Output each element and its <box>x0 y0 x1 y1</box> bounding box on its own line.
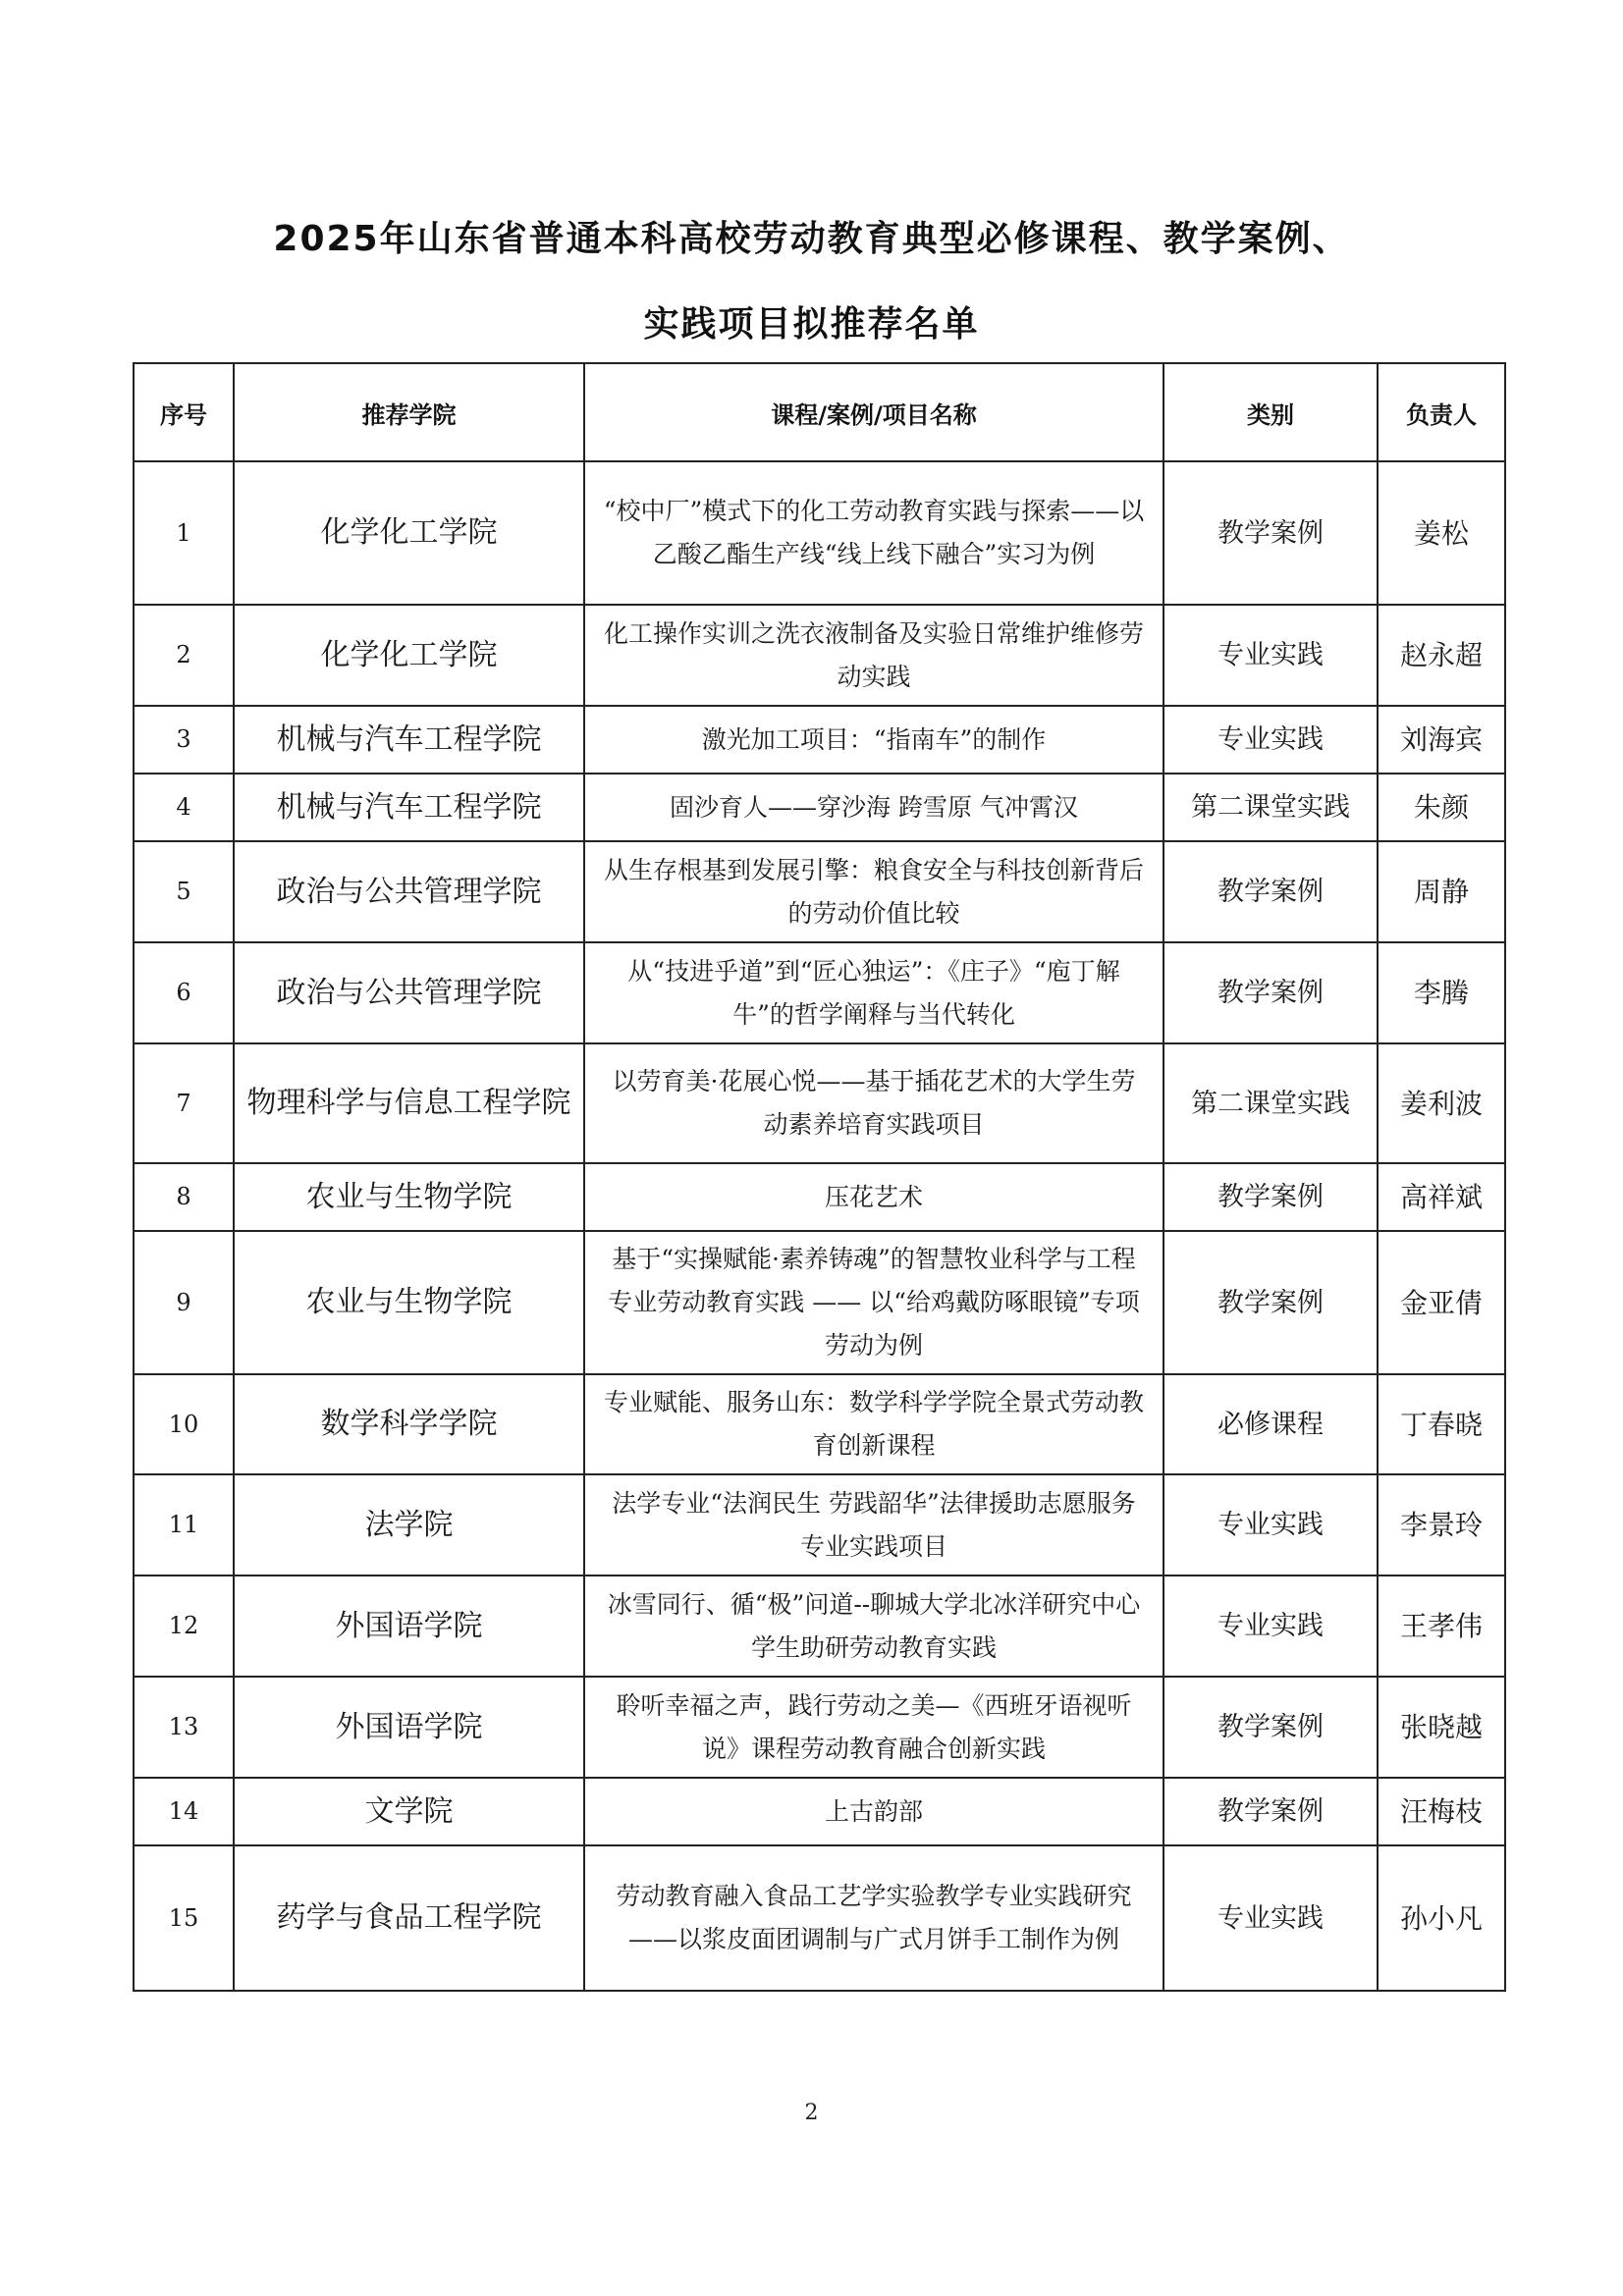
row-item-name: 法学专业“法润民生 劳践韶华”法律援助志愿服务专业实践项目 <box>584 1474 1163 1575</box>
document-title-line1: 2025年山东省普通本科高校劳动教育典型必修课程、教学案例、 <box>273 219 1350 259</box>
table-row <box>134 706 1505 774</box>
row-person: 李腾 <box>1378 942 1505 1043</box>
row-category: 专业实践 <box>1163 1474 1378 1575</box>
row-item-name: 化工操作实训之洗衣液制备及实验日常维护维修劳动实践 <box>584 605 1163 706</box>
row-person: 张晓越 <box>1378 1677 1505 1778</box>
row-category: 教学案例 <box>1163 461 1378 605</box>
row-college: 机械与汽车工程学院 <box>234 706 584 774</box>
row-number: 9 <box>134 1231 234 1374</box>
row-number: 1 <box>134 461 234 605</box>
row-person: 姜松 <box>1378 461 1505 605</box>
row-college: 文学院 <box>234 1778 584 1845</box>
row-number: 10 <box>134 1374 234 1474</box>
row-category: 必修课程 <box>1163 1374 1378 1474</box>
row-person: 汪梅枝 <box>1378 1778 1505 1845</box>
row-college: 化学化工学院 <box>234 461 584 605</box>
row-item-name: 劳动教育融入食品工艺学实验教学专业实践研究——以浆皮面团调制与广式月饼手工制作为例 <box>584 1845 1163 1991</box>
row-number: 15 <box>134 1845 234 1991</box>
row-category: 第二课堂实践 <box>1163 774 1378 841</box>
row-category: 教学案例 <box>1163 1778 1378 1845</box>
table-row <box>134 1845 1505 1991</box>
row-item-name: 上古韵部 <box>584 1778 1163 1845</box>
recommendation-table <box>133 362 1506 1992</box>
table-row <box>134 1231 1505 1374</box>
row-person: 丁春晓 <box>1378 1374 1505 1474</box>
header-college: 推荐学院 <box>234 363 584 461</box>
table-row <box>134 1374 1505 1474</box>
row-number: 7 <box>134 1043 234 1163</box>
row-number: 2 <box>134 605 234 706</box>
header-person: 负责人 <box>1378 363 1505 461</box>
row-college: 政治与公共管理学院 <box>234 841 584 942</box>
row-item-name: 聆听幸福之声，践行劳动之美—《西班牙语视听说》课程劳动教育融合创新实践 <box>584 1677 1163 1778</box>
row-college: 药学与食品工程学院 <box>234 1845 584 1991</box>
row-college: 机械与汽车工程学院 <box>234 774 584 841</box>
row-item-name: 专业赋能、服务山东：数学科学学院全景式劳动教育创新课程 <box>584 1374 1163 1474</box>
row-college: 外国语学院 <box>234 1575 584 1677</box>
row-college: 农业与生物学院 <box>234 1163 584 1231</box>
row-college: 农业与生物学院 <box>234 1231 584 1374</box>
row-category: 专业实践 <box>1163 605 1378 706</box>
row-category: 教学案例 <box>1163 1163 1378 1231</box>
row-number: 5 <box>134 841 234 942</box>
table-row <box>134 605 1505 706</box>
row-item-name: 以劳育美·花展心悦——基于插花艺术的大学生劳动素养培育实践项目 <box>584 1043 1163 1163</box>
row-person: 高祥斌 <box>1378 1163 1505 1231</box>
table-row <box>134 774 1505 841</box>
document-title-line2: 实践项目拟推荐名单 <box>643 304 980 345</box>
row-person: 金亚倩 <box>1378 1231 1505 1374</box>
row-item-name: 从“技进乎道”到“匠心独运”：《庄子》“庖丁解牛”的哲学阐释与当代转化 <box>584 942 1163 1043</box>
row-category: 教学案例 <box>1163 942 1378 1043</box>
row-college: 物理科学与信息工程学院 <box>234 1043 584 1163</box>
row-item-name: 固沙育人——穿沙海 跨雪原 气冲霄汉 <box>584 774 1163 841</box>
row-number: 11 <box>134 1474 234 1575</box>
row-item-name: 激光加工项目：“指南车”的制作 <box>584 706 1163 774</box>
row-number: 6 <box>134 942 234 1043</box>
row-item-name: 冰雪同行、循“极”问道--聊城大学北冰洋研究中心学生助研劳动教育实践 <box>584 1575 1163 1677</box>
table-row <box>134 942 1505 1043</box>
row-person: 朱颜 <box>1378 774 1505 841</box>
table-header <box>134 363 1505 461</box>
row-category: 教学案例 <box>1163 841 1378 942</box>
row-person: 刘海宾 <box>1378 706 1505 774</box>
row-category: 第二课堂实践 <box>1163 1043 1378 1163</box>
row-item-name: 压花艺术 <box>584 1163 1163 1231</box>
row-category: 教学案例 <box>1163 1231 1378 1374</box>
row-item-name: 基于“实操赋能·素养铸魂”的智慧牧业科学与工程专业劳动教育实践 —— 以“给鸡戴防啄眼镜”专项劳动为例 <box>584 1231 1163 1374</box>
table-body <box>134 461 1505 1991</box>
row-college: 法学院 <box>234 1474 584 1575</box>
row-person: 赵永超 <box>1378 605 1505 706</box>
row-college: 政治与公共管理学院 <box>234 942 584 1043</box>
row-number: 14 <box>134 1778 234 1845</box>
table-row <box>134 841 1505 942</box>
row-category: 专业实践 <box>1163 1845 1378 1991</box>
table-row <box>134 1043 1505 1163</box>
row-person: 李景玲 <box>1378 1474 1505 1575</box>
row-person: 王孝伟 <box>1378 1575 1505 1677</box>
header-name: 课程/案例/项目名称 <box>584 363 1163 461</box>
row-person: 姜利波 <box>1378 1043 1505 1163</box>
table-row <box>134 1474 1505 1575</box>
row-college: 化学化工学院 <box>234 605 584 706</box>
row-category: 教学案例 <box>1163 1677 1378 1778</box>
row-college: 外国语学院 <box>234 1677 584 1778</box>
table-row <box>134 1677 1505 1778</box>
row-category: 专业实践 <box>1163 706 1378 774</box>
row-number: 4 <box>134 774 234 841</box>
row-person: 周静 <box>1378 841 1505 942</box>
header-no: 序号 <box>134 363 234 461</box>
page-number: 2 <box>804 2101 819 2125</box>
header-category: 类别 <box>1163 363 1378 461</box>
table-row <box>134 461 1505 605</box>
table-row <box>134 1575 1505 1677</box>
row-item-name: 从生存根基到发展引擎：粮食安全与科技创新背后的劳动价值比较 <box>584 841 1163 942</box>
row-college: 数学科学学院 <box>234 1374 584 1474</box>
row-number: 3 <box>134 706 234 774</box>
row-number: 13 <box>134 1677 234 1778</box>
row-person: 孙小凡 <box>1378 1845 1505 1991</box>
header-row <box>134 363 1505 461</box>
row-number: 8 <box>134 1163 234 1231</box>
row-item-name: “校中厂”模式下的化工劳动教育实践与探索——以乙酸乙酯生产线“线上线下融合”实习为例 <box>584 461 1163 605</box>
table-row <box>134 1778 1505 1845</box>
row-category: 专业实践 <box>1163 1575 1378 1677</box>
table-row <box>134 1163 1505 1231</box>
row-number: 12 <box>134 1575 234 1677</box>
